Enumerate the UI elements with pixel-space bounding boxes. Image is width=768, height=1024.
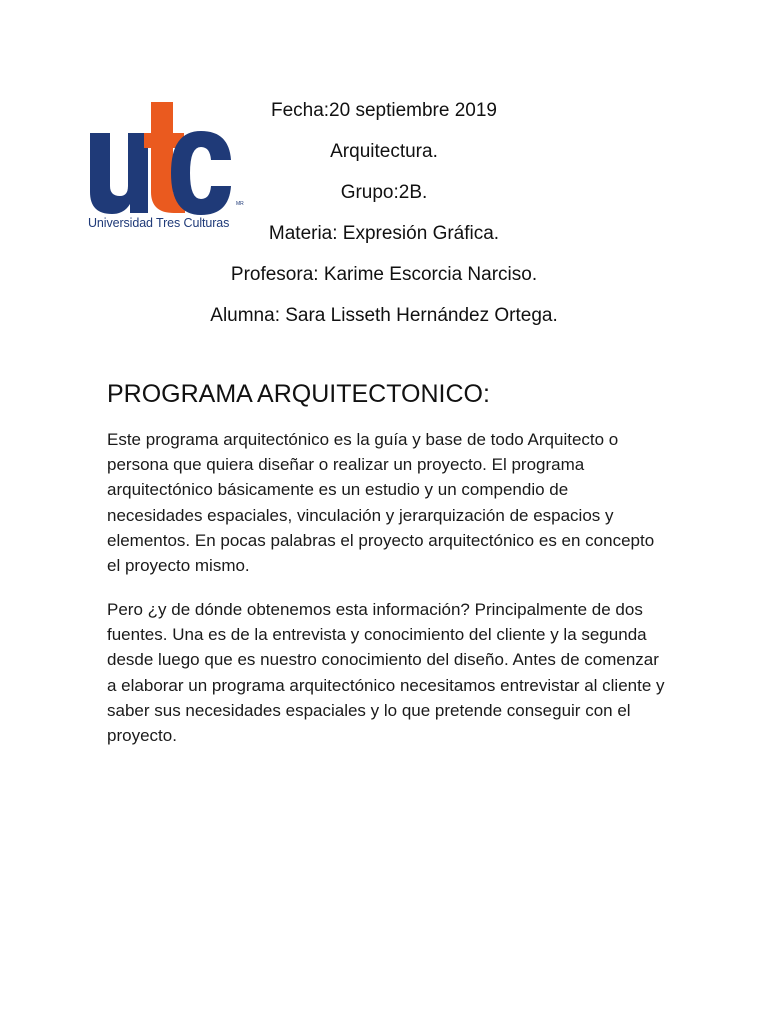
document-header bbox=[0, 90, 768, 336]
section-title: PROGRAMA ARQUITECTONICO: bbox=[107, 380, 490, 408]
logo-caption: Universidad Tres Culturas bbox=[88, 216, 230, 230]
teacher-line: Profesora: Karime Escorcia Narciso. bbox=[230, 264, 538, 285]
subject-line: Materia: Expresión Gráfica. bbox=[268, 223, 500, 244]
registered-mark: MR bbox=[236, 201, 244, 207]
body-paragraph-1: Este programa arquitectónico es la guía y base de todo Arquitecto o persona que quiera diseñar o realizar un proyecto. El programa arquitectónico básicamente es un estudio y un compendio de necesidades espaciales, vinculación y jerarquización de espacios y elementos. En pocas palabras el proyecto arquitectónico es en concepto el proyecto mismo. bbox=[107, 430, 655, 576]
student-line: Alumna: Sara Lisseth Hernández Ortega. bbox=[210, 305, 558, 326]
date-line: Fecha:20 septiembre 2019 bbox=[270, 100, 498, 121]
career-line: Arquitectura. bbox=[330, 141, 438, 162]
group-line: Grupo:2B. bbox=[340, 182, 428, 203]
body-paragraph-2: Pero ¿y de dónde obtenemos esta información? Principalmente de dos fuentes. Una es de la entrevista y conocimiento del cliente y la segunda desde luego que es nuestro conocimiento del diseño. Antes de comenzar a elaborar un programa arquitectónico necesitamos entrevistar al cliente y saber sus necesidades espaciales y lo que pretende conseguir con el proyecto. bbox=[107, 600, 665, 746]
